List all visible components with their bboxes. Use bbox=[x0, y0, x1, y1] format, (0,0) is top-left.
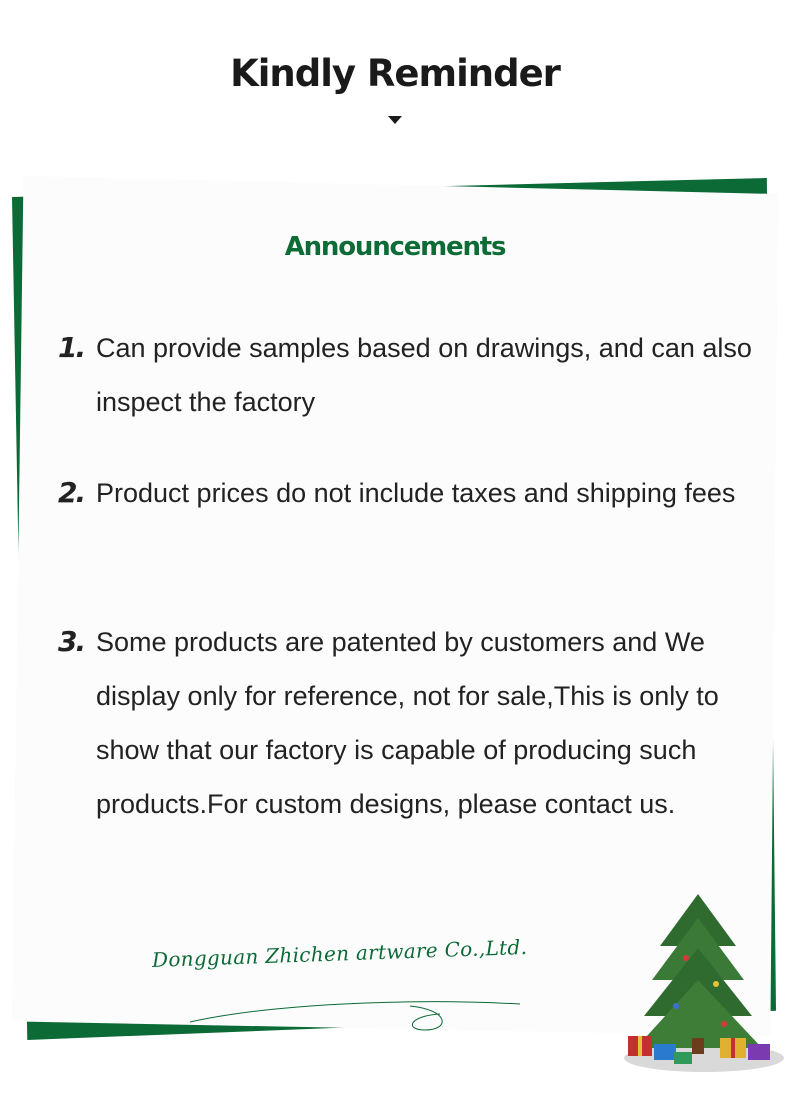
signature-swoosh bbox=[150, 996, 530, 1036]
announcements-heading: Announcements bbox=[284, 232, 506, 262]
item-text: Product prices do not include taxes and shipping fees bbox=[96, 478, 736, 508]
item-text: Can provide samples based on drawings, and can also inspect the factory bbox=[96, 333, 752, 417]
caret-down-icon bbox=[388, 116, 402, 124]
page-title: Kindly Reminder bbox=[230, 52, 560, 95]
item-text: Some products are patented by customers and We display only for reference, not for sale,This is only to show that our factory is capable of producing such products.For custom designs, please contact us. bbox=[96, 627, 719, 819]
item-number: 2. bbox=[58, 476, 85, 509]
company-signature: Dongguan Zhichen artware Co.,Ltd. bbox=[151, 934, 528, 972]
item-number: 3. bbox=[58, 625, 85, 658]
item-number: 1. bbox=[58, 331, 85, 364]
christmas-tree-illustration bbox=[616, 888, 786, 1078]
